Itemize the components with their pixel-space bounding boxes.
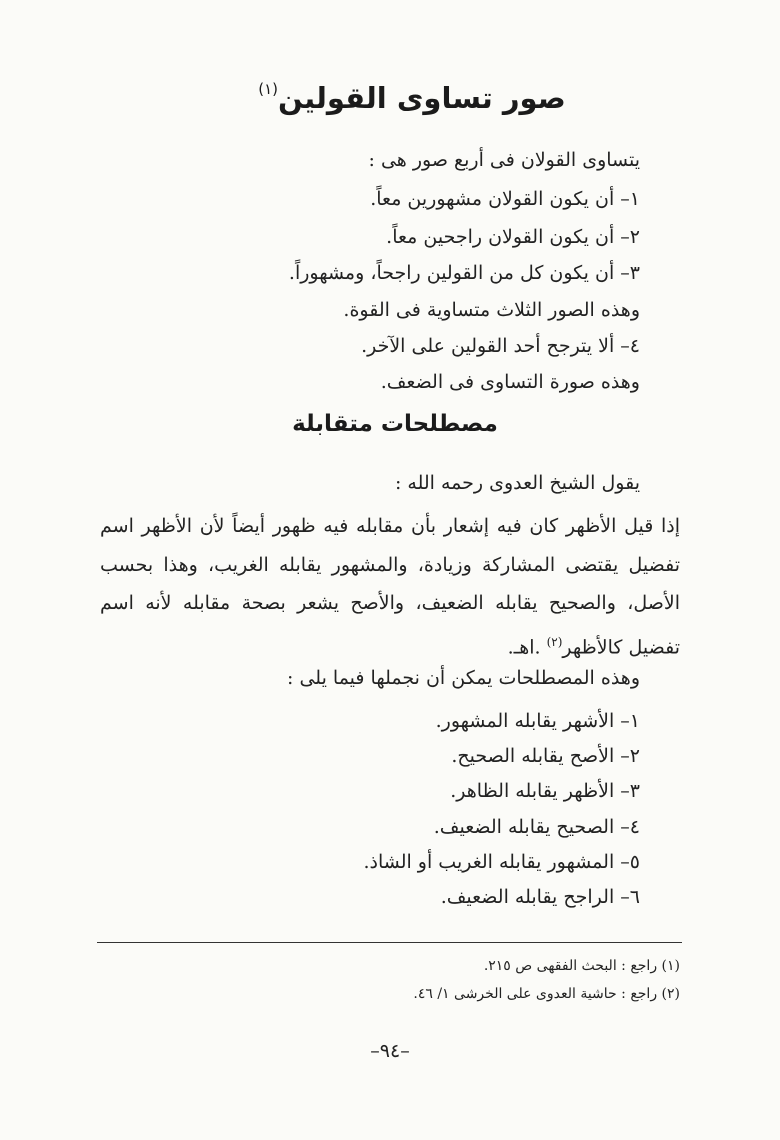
quote-text: إذا قيل الأظهر كان فيه إشعار بأن مقابله فيه ظهور أيضاً لأن الأظهر اسم تفضيل يقتضى المشاركة وزيادة، والمشهور يقابله الغريب، وهذا بحسب الأصل، والصحيح يقابله الضعيف، والأصح يشعر بصحة مقابله لأنه اسم تفضيل كالأظهر: [100, 515, 680, 658]
list-item: ٢– الأصح يقابله الصحيح.: [451, 745, 640, 767]
list-item: ١– الأشهر يقابله المشهور.: [435, 710, 640, 732]
quote-paragraph: [100, 507, 680, 666]
list-item: ٦– الراجح يقابله الضعيف.: [440, 886, 640, 908]
list-note: وهذه الصور الثلاث متساوية فى القوة.: [343, 299, 640, 321]
list-item: ٤– الصحيح يقابله الضعيف.: [433, 816, 640, 838]
section-title-text: صور تساوى القولين: [278, 81, 566, 115]
list-item: ٣– الأظهر يقابله الظاهر.: [450, 780, 640, 802]
footnote-ref: (١): [258, 80, 279, 98]
footnote-divider: [97, 942, 682, 943]
list-item: ٥– المشهور يقابله الغريب أو الشاذ.: [363, 851, 640, 873]
footnote: (٢) راجع : حاشية العدوى على الخرشى ١/ ٤٦.: [413, 986, 680, 1002]
section-title: مصطلحات متقابلة: [292, 411, 498, 437]
footnote-ref: (٢): [546, 634, 563, 649]
summary-line: وهذه المصطلحات يمكن أن نجملها فيما يلى :: [287, 667, 640, 689]
section-intro: يتساوى القولان فى أربع صور هى :: [368, 149, 640, 171]
list-item: ١– أن يكون القولان مشهورين معاً.: [370, 188, 640, 210]
quote-intro: يقول الشيخ العدوى رحمه الله :: [394, 472, 640, 494]
footnote: (١) راجع : البحث الفقهى ص ٢١٥.: [483, 958, 680, 974]
list-note: وهذه صورة التساوى فى الضعف.: [380, 371, 640, 393]
list-item: ٣– أن يكون كل من القولين راجحاً، ومشهوراً.: [288, 262, 640, 284]
list-item: ٢– أن يكون القولان راجحين معاً.: [386, 226, 640, 248]
list-item: ٤– ألا يترجح أحد القولين على الآخر.: [361, 335, 640, 357]
section-title: [0, 80, 780, 115]
page-number: –٩٤–: [370, 1040, 410, 1062]
quote-end: .اهـ.: [507, 635, 547, 658]
